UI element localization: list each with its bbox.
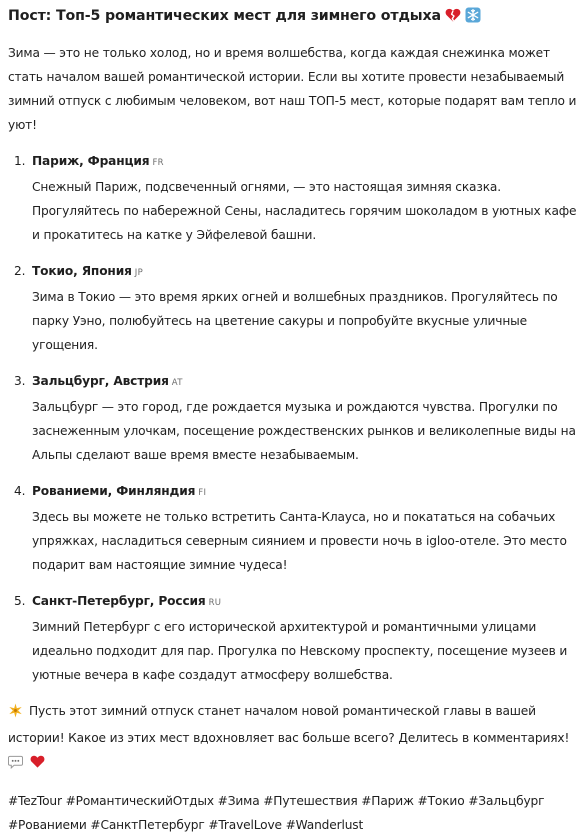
place-name: Париж, Франция (32, 154, 150, 168)
place-name: Рованиеми, Финляндия (32, 484, 196, 498)
list-number: 3. (14, 374, 26, 388)
place-description: Здесь вы можете не только встретить Санта-Клауса, но и покататься на собачьих упряжках, насладиться северным сиянием и провести ночь в igloo-отеле. Это место подарит вам настоящие зимние чудеса! (32, 510, 567, 572)
place-heading (32, 259, 580, 285)
place-description: Снежный Париж, подсвеченный огнями, — это настоящая зимняя сказка. Прогуляйтесь по набережной Сены, насладитесь горячим шоколадом в уютных кафе и прокатитесь на катке у Эйфелевой башни. (32, 180, 577, 242)
list-item (8, 369, 580, 467)
list-item (8, 149, 580, 247)
place-description: Зальцбург — это город, где рождается музыка и рождаются чувства. Прогулки по заснеженным улочкам, посещение рождественских рынков и великолепные виды на Альпы сделают ваше время вместе незабываемым. (32, 400, 576, 462)
places-list (8, 149, 580, 687)
place-heading (32, 149, 580, 175)
post-title-row (8, 2, 580, 33)
list-number: 1. (14, 154, 26, 168)
country-code: FI (198, 488, 207, 498)
speech-bubble-icon (8, 753, 23, 777)
place-name: Санкт-Петербург, Россия (32, 594, 206, 608)
post-title: Пост: Топ-5 романтических мест для зимнего отдыха (8, 8, 441, 24)
place-heading (32, 369, 580, 395)
post-intro: Зима — это не только холод, но и время волшебства, когда каждая снежинка может стать началом вашей романтической истории. Если вы хотите провести незабываемый зимний отпуск с любимым человеком, вот наш ТОП-5 мест, которые подарят вам тепло и уют! (8, 46, 577, 132)
place-description: Зимний Петербург с его исторической архитектурой и романтичными улицами идеально подходит для пар. Прогулка по Невскому проспекту, посещение музеев и уютные вечера в кафе создадут атмосферу волшебства. (32, 620, 568, 682)
country-code: AT (171, 378, 183, 388)
post-closing (8, 699, 580, 777)
list-item (8, 479, 580, 577)
snowflake-icon (465, 5, 481, 33)
sparkle-icon (8, 702, 23, 726)
list-number: 4. (14, 484, 26, 498)
country-code: FR (152, 158, 164, 168)
hashtags: #TezTour #РомантическийОтдых #Зима #Путешествия #Париж #Токио #Зальцбург #Рованиеми #СанктПетербург #TravelLove #Wanderlust (8, 794, 545, 832)
list-number: 2. (14, 264, 26, 278)
place-description: Зима в Токио — это время ярких огней и волшебных праздников. Прогуляйтесь по парку Уэно, полюбуйтесь на цветение сакуры и попробуйте вкусные уличные угощения. (32, 290, 558, 352)
place-heading (32, 589, 580, 615)
country-code: JP (134, 268, 143, 278)
list-item (8, 259, 580, 357)
place-name: Токио, Япония (32, 264, 132, 278)
red-heart-icon (30, 753, 45, 777)
closing-text: Пусть этот зимний отпуск станет началом новой романтической главы в вашей истории! Какое из этих мест вдохновляет вас больше всего? Делитесь в комментариях! (8, 704, 570, 745)
broken-heart-icon (445, 5, 461, 33)
country-code: RU (208, 598, 222, 608)
place-heading (32, 479, 580, 505)
list-number: 5. (14, 594, 26, 608)
list-item (8, 589, 580, 687)
place-name: Зальцбург, Австрия (32, 374, 169, 388)
